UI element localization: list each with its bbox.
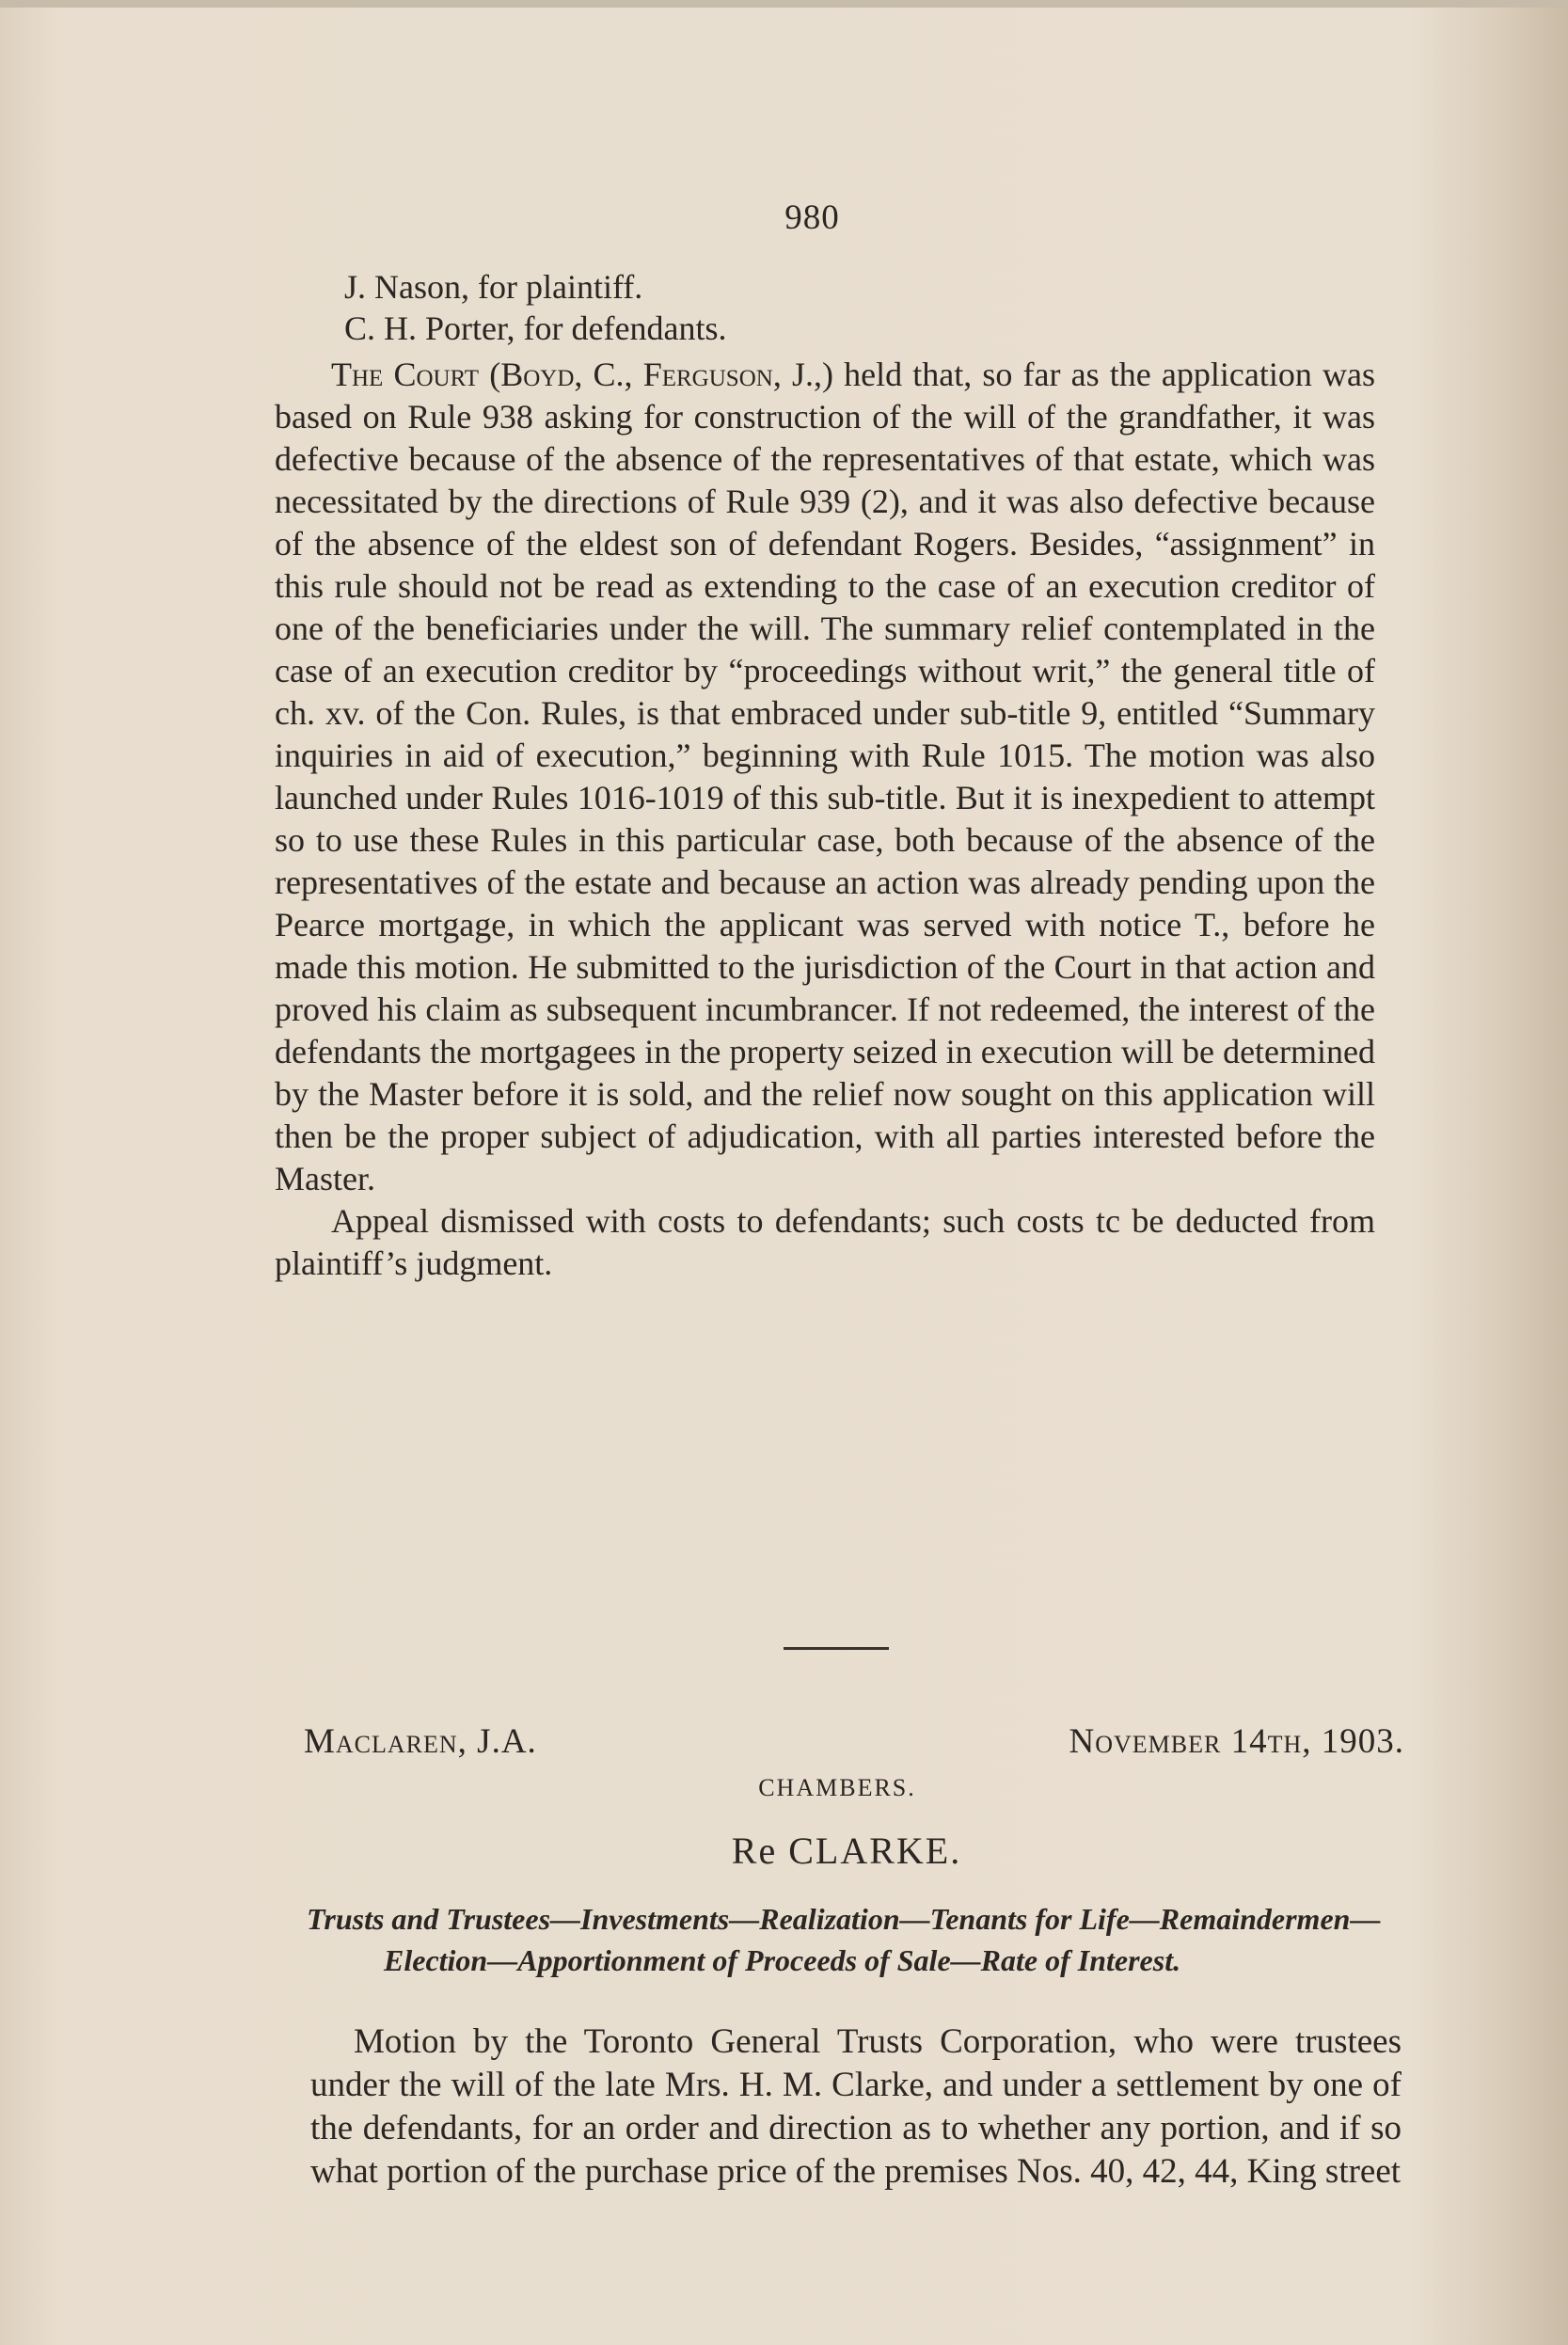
judges-close: , J.,) xyxy=(772,356,833,393)
case-title: Re CLARKE. xyxy=(731,1830,962,1872)
court-name: CHAMBERS. xyxy=(758,1774,916,1801)
counsel-plaintiff: J. Nason, for plaintiff. xyxy=(344,268,643,306)
top-edge xyxy=(0,0,1568,8)
judgment-paragraph xyxy=(275,354,1375,1200)
counsel-defendants: C. H. Porter, for defendants. xyxy=(344,309,727,347)
judgment-section xyxy=(275,354,1375,1285)
court-label: The Court xyxy=(331,356,480,393)
judge-ferguson: Ferguson xyxy=(642,356,773,393)
judge-name: Maclaren, J.A. xyxy=(304,1722,537,1761)
decision-date: November 14th, 1903. xyxy=(1069,1722,1404,1761)
motion-paragraph: Motion by the Toronto General Trusts Corporation, who were trustees under the will of the late Mrs. H. M. Clarke, and under a settlement by one of the defendants, for an order and direction as to whether any portion, and if so what portion of the purchase price of the premises Nos. 40, 42, 44, King street xyxy=(310,2022,1402,2191)
section-divider xyxy=(784,1647,889,1650)
page-number: 980 xyxy=(784,198,840,237)
counsel-list xyxy=(275,266,1375,349)
disposition-paragraph: Appeal dismissed with costs to defendants; such costs tc be deducted from plaintiff’s judgment. xyxy=(275,1202,1375,1282)
catchwords-text: Trusts and Trustees—Investments—Realization—Tenants for Life—Remaindermen—Election—Apportionment of Proceeds of Sale—Rate of Interest. xyxy=(307,1902,1381,1977)
judge-boyd: Boyd xyxy=(500,356,575,393)
judges-mid: , C., xyxy=(574,356,643,393)
judgment-body: held that, so far as the application was based on Rule 938 asking for construction of the will of the grandfather, it was defective because of the absence of the representatives of that estate, which was necessitated by the directions of Rule 939 (2), and it was also defective because of the absence of the eldest son of defendant Rogers. Besides, “assignment” in this rule should not be read as extending to the case of an execution creditor of one of the beneficiaries under the will. The summary relief contemplated in the case of an execution creditor by “proceedings without writ,” the general title of ch. xv. of the Con. Rules, is that embraced under sub-title 9, entitled “Summary inquiries in aid of execution,” beginning with Rule 1015. The motion was also launched under Rules 1016-1019 of this sub-title. But it is inexpedient to attempt so to use these Rules in this particular case, both because of the absence of the representatives of the estate and because an action was already pending upon the Pearce mortgage, in which the applicant was served with notice T., before he made this motion. He submitted to the jurisdiction of the Court in that action and proved his claim as subsequent incumbrancer. If not redeemed, the interest of the defendants the mortgagees in the property seized in execution will be determined by the Master before it is sold, and the relief now sought on this application will then be the proper subject of adjudication, with all parties interested before the Master. xyxy=(275,356,1376,1197)
judges-open: ( xyxy=(479,356,501,393)
catchwords xyxy=(307,1898,1388,1981)
